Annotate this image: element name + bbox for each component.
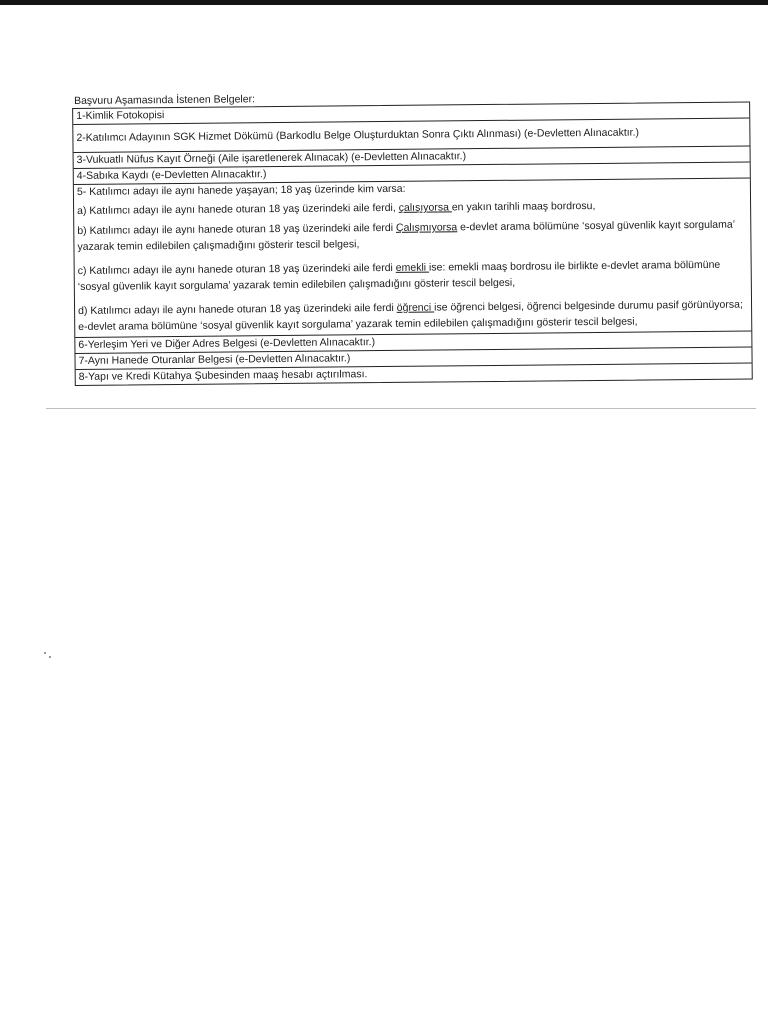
requirement-row-3: 3-Vukuatlı Nüfus Kayıt Örneği (Aile işaretlenerek Alınacak) (e-Devletten Alınacaktır.): [74, 145, 750, 167]
document-heading: Başvuru Aşamasında İstenen Belgeler:: [73, 93, 256, 107]
scan-speck: [44, 652, 46, 654]
requirement-row-8: 8-Yapı ve Kredi Kütahya Şubesinden maaş hesabı açtırılması.: [76, 362, 752, 384]
requirement-row-6: 6-Yerleşim Yeri ve Diğer Adres Belgesi (e-Devletten Alınacaktır.): [75, 330, 751, 352]
household-item-c: c) Katılımcı adayı ile aynı hanede oturan 18 yaş üzerindeki aile ferdi emekli ise: emekli maaş bordrosu ile birlikte e-devlet arama bölümüne ‘sosyal güvenlik kayıt sorgulama’ yazarak temin edilebilen çalışmadığını gösterir tescil belgesi,: [77, 258, 721, 293]
scan-top-edge: [0, 0, 768, 5]
household-item-a: a) Katılımcı adayı ile aynı hanede oturan 18 yaş üzerindeki aile ferdi, çalışıyorsa en yakın tarihli maaş bordrosu,: [77, 199, 596, 217]
requirement-row-2: 2-Katılımcı Adayının SGK Hizmet Dökümü (Barkodlu Belge Oluşturduktan Sonra Çıktı Alınması) (e-Devletten Alınacaktır.): [73, 118, 749, 152]
requirements-table: [72, 101, 753, 385]
scan-artifact-line: [46, 408, 756, 409]
requirement-row-1: 1-Kimlik Fotokopisi: [76, 109, 165, 122]
scan-speck: [49, 656, 51, 658]
requirement-row-5: [74, 177, 751, 336]
household-item-d: d) Katılımcı adayı ile aynı hanede oturan 18 yaş üzerindeki aile ferdi öğrenci ise öğrenci belgesi, öğrenci belgesinde durumu pasif görünüyorsa; e-devlet arama bölümüne ‘sosyal güvenlik kayıt sorgulama’ yazarak temin edilebilen çalışmadığını gösterir tescil belgesi,: [78, 298, 743, 333]
requirement-row-7: 7-Aynı Hanede Oturanlar Belgesi (e-Devletten Alınacaktır.): [75, 346, 751, 368]
document-block: [72, 88, 753, 385]
household-item-b: b) Katılımcı adayı ile aynı hanede oturan 18 yaş üzerindeki aile ferdi Çalışmıyorsa e-devlet arama bölümüne ‘sosyal güvenlik kayıt sorgulama’ yazarak temin edilebilen çalışmadığını gösterir tescil belgesi,: [77, 218, 735, 253]
household-intro: 5- Katılımcı adayı ile aynı hanede yaşayan; 18 yaş üzerinde kim varsa:: [76, 182, 406, 198]
requirement-row-4: 4-Sabıka Kaydı (e-Devletten Alınacaktır.): [74, 161, 750, 183]
